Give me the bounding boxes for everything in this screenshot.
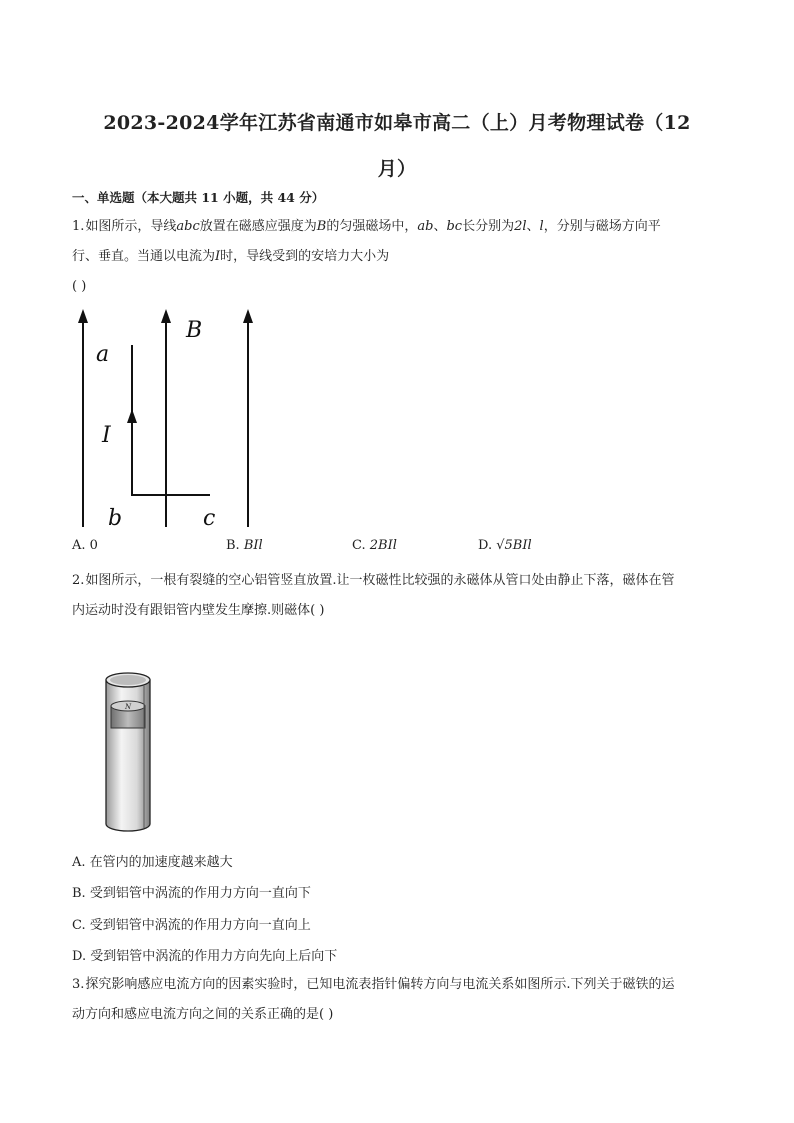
q1-answer-bracket: ( ) (72, 279, 87, 294)
q1-text: 、 (526, 219, 540, 234)
field-arrow-1 (78, 309, 88, 323)
q2-option-b[interactable]: B. 受到铝管中涡流的作用力方向一直向下 (72, 886, 311, 901)
option-label: C. (352, 538, 370, 553)
q1-options (72, 538, 722, 558)
option-label: A. 0 (72, 538, 98, 553)
q1-text: 长分别为 (462, 219, 515, 234)
q1-line-2 (72, 242, 722, 272)
q1-text: 如图所示，导线 (85, 219, 177, 234)
field-arrow-3 (243, 309, 253, 323)
page-title (70, 100, 724, 192)
q2-line-1 (72, 566, 722, 596)
option-label: D. (478, 538, 497, 553)
q2-line-2: 内运动时没有跟铝管内壁发生摩擦.则磁体( ) (72, 603, 325, 618)
q2-option-d[interactable]: D. 受到铝管中涡流的作用力方向先向上后向下 (72, 949, 338, 964)
title-line-1: 2023-2024学年江苏省南通市如皋市高二（上）月考物理试卷（12 (103, 112, 691, 134)
math-B: B (316, 219, 327, 234)
q1-option-a[interactable] (72, 538, 98, 553)
math-2l: 2l (514, 219, 527, 234)
q1-option-d[interactable] (478, 538, 532, 553)
label-B: B (186, 318, 203, 343)
section-heading: 一、单选题（本大题共 11 小题，共 44 分） (72, 190, 325, 205)
question-2-text (72, 566, 722, 626)
q1-text: 行、垂直。当通以电流为 (72, 249, 216, 264)
q1-line-1 (72, 212, 722, 242)
label-a: a (96, 342, 110, 367)
q1-figure (70, 305, 260, 535)
q1-option-b[interactable] (226, 538, 263, 553)
label-I: I (102, 423, 111, 448)
title-line-2: 月） (377, 158, 417, 180)
magnet-label: N (125, 703, 132, 711)
q3-number: 3. (72, 977, 85, 992)
q1-option-c[interactable] (352, 538, 397, 553)
q1-text: 的匀强磁场中， (326, 219, 418, 234)
q1-number: 1. (72, 219, 85, 234)
label-c: c (203, 506, 216, 531)
q2-option-c[interactable]: C. 受到铝管中涡流的作用力方向一直向上 (72, 918, 311, 933)
wire-abc (132, 345, 210, 495)
q1-text: 放置在磁感应强度为 (199, 219, 317, 234)
question-3-text (72, 970, 722, 1030)
q2-text: 如图所示，一根有裂缝的空心铝管竖直放置.让一枚磁性比较强的永磁体从管口处由静止下落，磁体在管 (85, 573, 675, 588)
q3-line-2: 动方向和感应电流方向之间的关系正确的是( ) (72, 1007, 334, 1022)
math-abc: abc (176, 219, 200, 234)
label-b: b (108, 506, 123, 531)
math-sqrt5BIl: √5BIl (496, 538, 532, 553)
q2-figure (100, 670, 160, 840)
tube-inner (110, 675, 146, 685)
option-label: B. (226, 538, 244, 553)
field-arrow-2 (161, 309, 171, 323)
q3-text: 探究影响感应电流方向的因素实验时，已知电流表指针偏转方向与电流关系如图所示.下列关于磁铁的运 (85, 977, 675, 992)
q1-text: 、 (433, 219, 447, 234)
current-arrow (127, 409, 137, 423)
math-bc: bc (446, 219, 463, 234)
q1-text: ，分别与磁场方向平 (543, 219, 661, 234)
q2-number: 2. (72, 573, 85, 588)
question-1-text (72, 212, 722, 302)
math-BIl: BIl (243, 538, 263, 553)
q2-option-a[interactable]: A. 在管内的加速度越来越大 (72, 855, 233, 870)
q1-text: 时，导线受到的安培力大小为 (220, 249, 390, 264)
math-l: l (539, 219, 544, 234)
q3-line-1 (72, 970, 722, 1000)
math-ab: ab (417, 219, 434, 234)
math-I: I (215, 249, 221, 264)
math-2BIl: 2BIl (369, 538, 397, 553)
